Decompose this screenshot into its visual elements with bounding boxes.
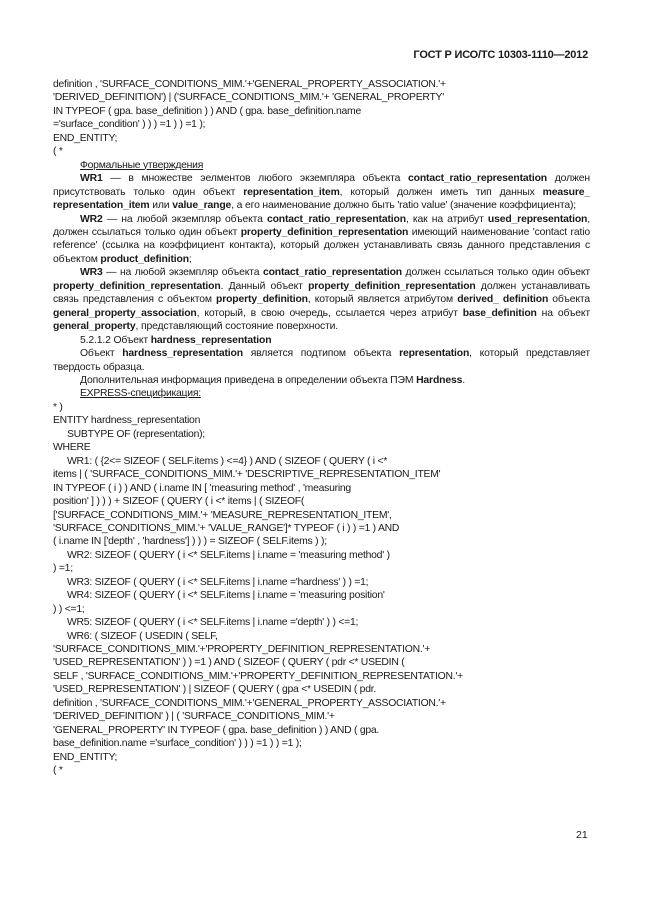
text-run: объекта (548, 294, 590, 306)
text-run: 'DERIVED_DEFINITION') | ('SURFACE_CONDITIONS_MIM.'+ 'GENERAL_PROPERTY' (53, 92, 444, 104)
text-run: 5.2.1.2 Объект (80, 334, 151, 346)
code-line (53, 455, 590, 468)
code-line (53, 535, 590, 548)
text-run: — в множестве эелментов любого экземпляра объекта (102, 173, 408, 185)
text-run: base_definition.name ='surface_condition' ) ) ) =1 ) ) =1 ); (53, 738, 302, 750)
code-line (53, 616, 590, 629)
text-run: , который должен иметь тип данных (339, 186, 543, 198)
text-run: 'DERIVED_DEFINITION' ) | ( 'SURFACE_CONDITIONS_MIM.'+ (53, 711, 335, 723)
code-line (53, 751, 590, 764)
text-paragraph (53, 213, 590, 267)
text-run: ENTITY hardness_representation (53, 415, 201, 427)
code-line (53, 724, 590, 737)
text-run: IN TYPEOF ( i ) ) AND ( i.name IN [ 'measuring method' , 'measuring (53, 482, 351, 494)
text-paragraph (53, 374, 590, 387)
code-line (53, 576, 590, 589)
code-line (53, 401, 590, 414)
bold-term: used_representation (487, 213, 588, 225)
text-run: должен ссылаться только один объект (401, 267, 590, 279)
text-run: , а его наименование должно быть 'ratio value' (значение коэффициента); (231, 200, 577, 212)
code-line (53, 132, 590, 145)
text-run: 'GENERAL_PROPERTY' IN TYPEOF ( gpa. base_definition ) ) AND ( gpa. (53, 724, 380, 736)
code-line (53, 91, 590, 104)
code-line (53, 562, 590, 575)
text-run: WR2: SIZEOF ( QUERY ( i <* SELF.items | i.name = 'measuring method' ) (67, 549, 390, 561)
text-run: WHERE (53, 442, 91, 454)
code-line (53, 105, 590, 118)
text-run: . (462, 374, 465, 386)
code-line (53, 159, 590, 172)
text-run: , который представляет твердость образца. (53, 348, 590, 373)
text-run: — на любой экземпляр объекта (102, 213, 267, 225)
text-paragraph (53, 334, 590, 347)
text-run: SUBTYPE OF (representation); (67, 428, 205, 440)
text-run: WR1: ( {2<= SIZEOF ( SELF.items ) <=4} ) AND ( SIZEOF ( QUERY ( i <* (67, 455, 388, 467)
text-run: position' ] ) ) ) + SIZEOF ( QUERY ( i <* items | ( SIZEOF( (53, 496, 305, 508)
bold-term: WR3 (80, 267, 103, 279)
bold-term: contact_ratio_representation (262, 267, 402, 279)
text-paragraph (53, 266, 590, 333)
bold-term: property_definition_representation (53, 280, 221, 292)
bold-term: base_definition (462, 307, 537, 319)
bold-term: Hardness (416, 374, 463, 386)
text-run: 'USED_REPRESENTATION' ) ) =1 ) AND ( SIZEOF ( QUERY ( pdr <* USEDIN ( (53, 657, 405, 669)
text-run: ='surface_condition' ) ) ) =1 ) ) =1 ); (53, 119, 206, 131)
code-line (53, 683, 590, 696)
text-run: ( * (53, 146, 63, 158)
text-run: END_ENTITY; (53, 751, 118, 763)
text-run: или (149, 200, 173, 212)
bold-term: measure_ representation_item (53, 186, 590, 212)
bold-term: general_property (53, 321, 136, 333)
text-run: ['SURFACE_CONDITIONS_MIM.'+ 'MEASURE_REPRESENTATION_ITEM', (53, 509, 392, 521)
text-paragraph (53, 347, 590, 374)
text-run: ) ) <=1; (53, 603, 85, 615)
bold-term: representation_item (243, 186, 340, 198)
code-line (53, 468, 590, 481)
text-run: имеющий наименование 'contact ratio reference' (ссылка на коэффициент контакта), который должен устанавливать связь данного представления с объектом (53, 226, 590, 265)
code-line (53, 764, 590, 777)
text-run: WR3: SIZEOF ( QUERY ( i <* SELF.items | i.name ='hardness' ) ) =1; (67, 576, 369, 588)
code-line (53, 656, 590, 669)
text-run: 'SURFACE_CONDITIONS_MIM.'+'PROPERTY_DEFINITION_REPRESENTATION.'+ (53, 644, 431, 656)
document-header: ГОСТ Р ИСО/ТС 10303-1110—2012 (413, 49, 588, 61)
text-run: WR5: SIZEOF ( QUERY ( i <* SELF.items | i.name ='depth' ) ) <=1; (67, 617, 359, 629)
bold-term: contact_ratio_representation (266, 213, 406, 225)
text-run: , который, в свою очередь, ссылается через атрибут (196, 307, 463, 319)
code-line (53, 482, 590, 495)
code-line (53, 710, 590, 723)
bold-term: property_definition_representation (240, 226, 409, 238)
document-body (53, 78, 590, 778)
text-run: , как на атрибут (405, 213, 488, 225)
underlined-heading: Формальные утверждения (80, 159, 204, 171)
text-run: Дополнительная информация приведена в определении объекта ПЭМ (80, 374, 417, 386)
code-line (53, 549, 590, 562)
code-line (53, 737, 590, 750)
text-run: . Данный объект (220, 280, 309, 292)
code-line (53, 603, 590, 616)
text-run: * ) (53, 401, 63, 413)
code-line (53, 428, 590, 441)
text-paragraph (53, 172, 590, 212)
text-run: WR4: SIZEOF ( QUERY ( i <* SELF.items | i.name = 'measuring position' (67, 590, 385, 602)
text-run: , который является атрибутом (307, 294, 458, 306)
code-line (53, 78, 590, 91)
text-run: 'USED_REPRESENTATION' ) | SIZEOF ( QUERY ( gpa <* USEDIN ( pdr. (53, 684, 377, 696)
text-run: SELF , 'SURFACE_CONDITIONS_MIM.'+'PROPERTY_DEFINITION_REPRESENTATION.'+ (53, 670, 463, 682)
code-line (53, 495, 590, 508)
code-line (53, 387, 590, 400)
bold-term: property_definition_representation (308, 280, 476, 292)
code-line (53, 414, 590, 427)
text-run: END_ENTITY; (53, 132, 118, 144)
text-run: WR6: ( SIZEOF ( USEDIN ( SELF, (67, 630, 218, 642)
text-run: IN TYPEOF ( gpa. base_definition ) ) AND ( gpa. base_definition.name (53, 105, 361, 117)
text-run: ( * (53, 765, 63, 777)
text-run: Объект (80, 348, 123, 360)
bold-term: product_definition (100, 253, 189, 265)
bold-term: hardness_representation (122, 348, 243, 360)
code-line (53, 630, 590, 643)
code-line (53, 670, 590, 683)
bold-term: WR1 (80, 173, 103, 185)
bold-term: representation (399, 348, 470, 360)
code-line (53, 589, 590, 602)
text-run: — на любой экземпляр объекта (102, 267, 263, 279)
text-run: является подтипом объекта (242, 348, 400, 360)
page-number: 21 (576, 829, 588, 841)
underlined-heading: EXPRESS-спецификация: (80, 388, 201, 400)
bold-term: value_range (172, 200, 232, 212)
bold-term: general_property_association (53, 307, 197, 319)
bold-term: hardness_representation (150, 334, 272, 346)
text-run: items | ( 'SURFACE_CONDITIONS_MIM.'+ 'DESCRIPTIVE_REPRESENTATION_ITEM' (53, 469, 441, 481)
text-run: definition , 'SURFACE_CONDITIONS_MIM.'+'GENERAL_PROPERTY_ASSOCIATION.'+ (53, 697, 446, 709)
code-line (53, 643, 590, 656)
text-run: ) =1; (53, 563, 73, 575)
bold-term: WR2 (80, 213, 103, 225)
text-run: 'SURFACE_CONDITIONS_MIM.'+ 'VALUE_RANGE']* TYPEOF ( i ) ) =1 ) AND (53, 522, 400, 534)
bold-term: property_definition (216, 294, 308, 306)
text-run: definition , 'SURFACE_CONDITIONS_MIM.'+'GENERAL_PROPERTY_ASSOCIATION.'+ (53, 79, 446, 90)
text-run: ; (188, 253, 192, 265)
text-run: должен устанавливать связь представления с объектом (53, 280, 590, 306)
code-line (53, 145, 590, 158)
code-line (53, 441, 590, 454)
code-line (53, 509, 590, 522)
text-run: , должен ссылаться только один объект (53, 213, 590, 238)
text-run: ( i.name IN ['depth' , 'hardness'] ) ) ) = SIZEOF ( SELF.items ) ); (53, 536, 327, 548)
code-line (53, 522, 590, 535)
code-line (53, 118, 590, 131)
code-line (53, 697, 590, 710)
bold-term: contact_ratio_representation (408, 173, 548, 185)
text-run: , представляющий состояние поверхности. (135, 321, 339, 333)
text-run: должен присутствовать только один объект (53, 173, 590, 198)
text-run: на объект (536, 307, 590, 319)
bold-term: derived_ definition (457, 294, 549, 306)
